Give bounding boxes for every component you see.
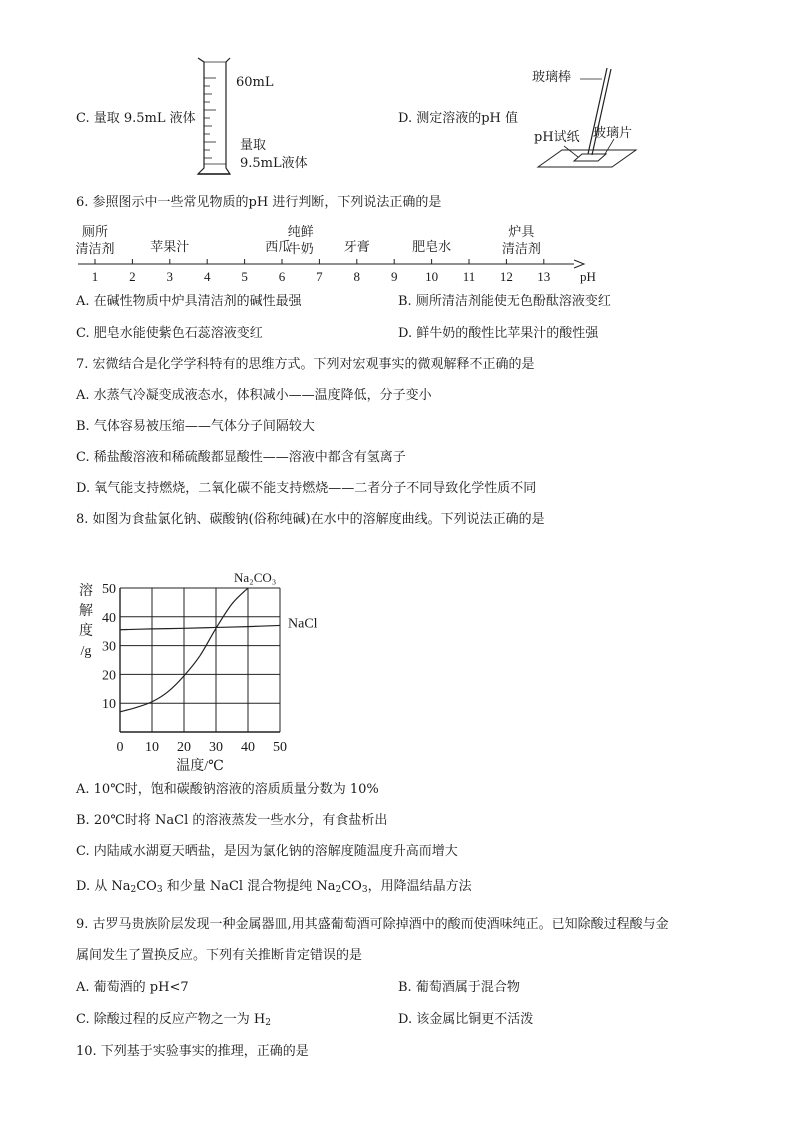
ph-tick-label: 3 <box>166 269 174 284</box>
label-glass-rod: 玻璃棒 <box>532 70 572 85</box>
ph-tick-label: 13 <box>537 269 551 284</box>
cylinder-top-label: 60mL <box>236 75 274 90</box>
ph-tick-label: 4 <box>203 269 211 284</box>
q7-option-b: B. 气体容易被压缩——气体分子间隔较大 <box>76 419 315 434</box>
label-glass-plate: 玻璃片 <box>593 126 633 141</box>
q7-stem: 7. 宏微结合是化学学科特有的思维方式。下列对宏观事实的微观解释不正确的是 <box>76 357 535 372</box>
x-axis-label: 温度/℃ <box>176 759 224 774</box>
q8-option-d-prefix: D. 从 <box>76 879 112 894</box>
q7-option-a: A. 水蒸气冷凝变成液态水，体积减小——温度降低，分子变小 <box>76 388 432 403</box>
ph-tick-label: 6 <box>278 269 286 284</box>
q6-option-a: A. 在碱性物质中炉具清洁剂的碱性最强 <box>76 294 302 309</box>
ph-substance-label: 厕所 <box>81 224 109 239</box>
q9-option-a: A. 葡萄酒的 pH<7 <box>76 980 189 995</box>
formula-na2co3-a: $Na_2CO_3$ <box>111 879 163 895</box>
label-ph-paper: pH试纸 <box>534 130 580 145</box>
q7-option-d: D. 氧气能支持燃烧，二氧化碳不能支持燃烧——二者分子不同导致化学性质不同 <box>76 481 537 496</box>
ph-tick-label: 5 <box>241 269 248 284</box>
x-tick-label: 50 <box>273 740 287 755</box>
q8-option-a: A. 10℃时，饱和碳酸钠溶液的溶质质量分数为 10% <box>76 782 379 797</box>
ph-scale-arrow-icon <box>574 260 584 268</box>
y-tick-label: 20 <box>102 668 116 684</box>
ph-paper-icon <box>574 154 606 161</box>
ph-tick-label: 1 <box>91 269 99 284</box>
q8-stem: 8. 如图为食盐氯化钠、碳酸钠(俗称纯碱)在水中的溶解度曲线。下列说法正确的是 <box>76 512 545 527</box>
q10-stem: 10. 下列基于实验事实的推理，正确的是 <box>76 1044 309 1059</box>
y-tick-label: 40 <box>102 610 116 626</box>
q8-option-d-suffix: ，用降温结晶方法 <box>367 879 472 894</box>
ph-tick-label: 9 <box>390 269 398 284</box>
y-tick-label: 30 <box>102 639 116 655</box>
ph-tick-label: 2 <box>129 269 136 284</box>
ph-scale-diagram <box>74 224 614 284</box>
q6-option-d: D. 鲜牛奶的酸性比苹果汁的酸性强 <box>398 326 599 341</box>
q9-option-c: C. 除酸过程的反应产物之一为 $H_2$ <box>76 1012 271 1028</box>
q9-option-b: B. 葡萄酒属于混合物 <box>398 980 520 995</box>
ph-tick-label: 12 <box>499 269 513 284</box>
ph-unit-label: pH <box>580 269 596 284</box>
q6-stem: 6. 参照图示中一些常见物质的pH 进行判断，下列说法正确的是 <box>76 195 442 210</box>
q8-option-c: C. 内陆咸水湖夏天晒盐，是因为氯化钠的溶解度随温度升高而增大 <box>76 844 458 859</box>
ph-substance-label: 苹果汁 <box>150 239 190 254</box>
y-axis-label: 溶 <box>79 584 93 599</box>
series-label: Na₂CO₃ <box>234 570 277 585</box>
ph-tick-label: 10 <box>425 269 439 284</box>
ph-tick-label: 11 <box>462 269 476 284</box>
ph-substance-label: 西瓜 <box>265 239 292 254</box>
ph-substance-label: 清洁剂 <box>75 241 115 256</box>
x-tick-label: 10 <box>145 740 159 755</box>
q9-stem-line2: 属间发生了置换反应。下列有关推断肯定错误的是 <box>76 948 363 963</box>
ph-substance-label: 牙膏 <box>343 239 370 254</box>
cylinder-note-line1: 量取 <box>240 138 267 153</box>
x-tick-label: 20 <box>177 740 191 755</box>
x-tick-label: 40 <box>241 740 255 755</box>
ph-substance-label: 纯鲜 <box>287 224 314 239</box>
x-tick-label: 0 <box>116 740 124 755</box>
series-curve-1 <box>120 625 280 629</box>
series-label: NaCl <box>288 616 318 632</box>
q5-option-c: C. 量取 9.5mL 液体 <box>76 111 196 126</box>
y-tick-label: 10 <box>102 697 116 713</box>
ph-tick-label: 7 <box>316 269 323 284</box>
q9-option-d: D. 该金属比铜更不活泼 <box>398 1012 534 1027</box>
glass-plate-icon <box>538 150 636 167</box>
x-tick-label: 30 <box>209 740 223 755</box>
measuring-cylinder-icon <box>198 58 230 174</box>
y-tick-label: 50 <box>102 582 116 597</box>
ph-tick-label: 8 <box>353 269 361 284</box>
cylinder-note-line2: 9.5mL液体 <box>240 156 308 171</box>
q6-option-b: B. 厕所清洁剂能使无色酚酞溶液变红 <box>398 294 611 309</box>
y-axis-label: 解 <box>79 604 93 619</box>
ph-substance-label: 清洁剂 <box>501 241 541 256</box>
q8-option-b: B. 20℃时将 NaCl 的溶液蒸发一些水分，有食盐析出 <box>76 813 388 828</box>
ph-substance-label: 肥皂水 <box>412 239 452 254</box>
q5-option-d: D. 测定溶液的pH 值 <box>398 111 519 126</box>
q8-option-d <box>76 878 472 899</box>
solubility-chart <box>70 568 330 773</box>
q6-option-c: C. 肥皂水能使紫色石蕊溶液变红 <box>76 326 263 341</box>
q8-option-d-mid: 和少量 NaCl 混合物提纯 <box>162 879 317 894</box>
y-axis-label: 度 <box>79 624 93 639</box>
q9-stem-line1: 9. 古罗马贵族阶层发现一种金属器皿,用其盛葡萄酒可除掉酒中的酸而使酒味纯正。已知除酸过程酸与金 <box>76 917 669 932</box>
ph-substance-label: 牛奶 <box>287 241 314 256</box>
ph-substance-label: 炉具 <box>508 224 535 239</box>
y-axis-label: /g <box>80 644 92 659</box>
formula-na2co3-b: $Na_2CO_3$ <box>316 879 368 895</box>
q7-option-c: C. 稀盐酸溶液和稀硫酸都显酸性——溶液中都含有氢离子 <box>76 450 406 465</box>
